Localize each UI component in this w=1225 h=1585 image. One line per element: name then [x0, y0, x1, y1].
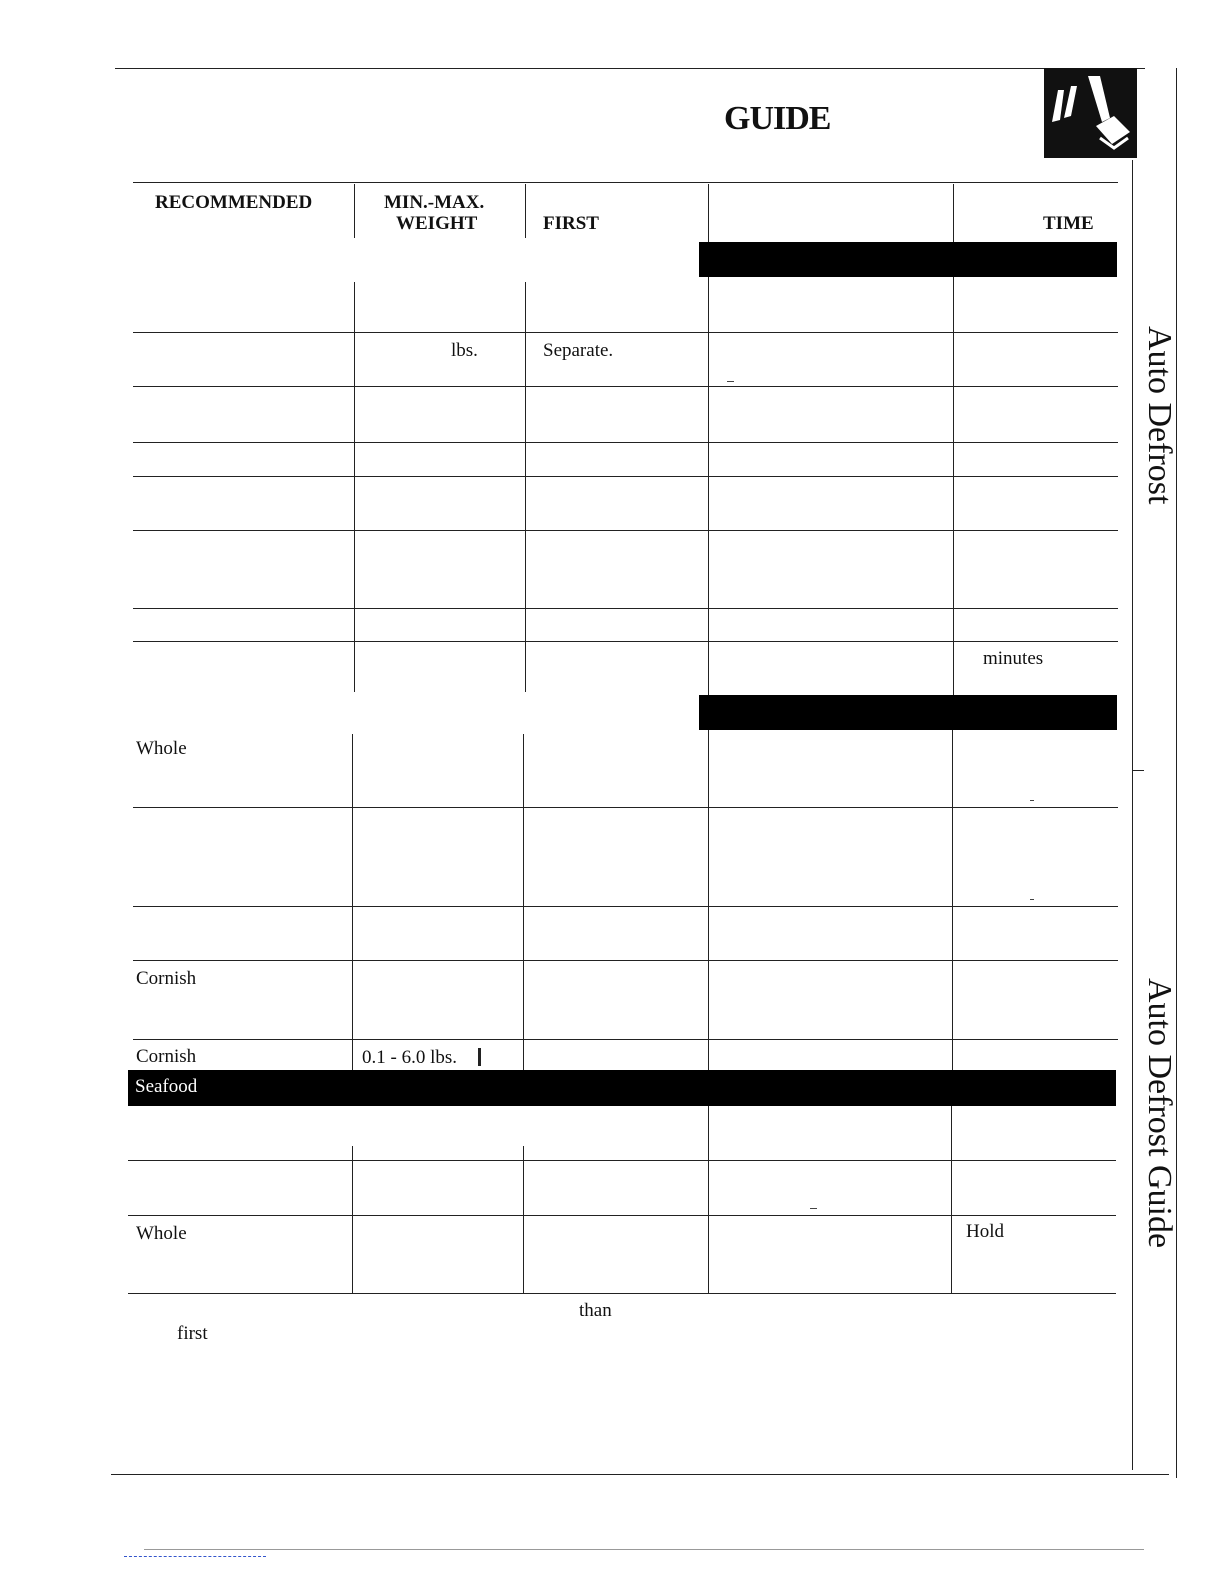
col-2-sec1 [525, 282, 526, 692]
row-rule-4 [133, 476, 1118, 477]
side-tick [1132, 770, 1144, 771]
stray-mark [727, 381, 734, 382]
footer-than: than [579, 1300, 612, 1321]
stray-mark [1030, 899, 1034, 900]
bottom-link-underline [124, 1556, 266, 1557]
cell-weight-range: 0.1 - 6.0 lbs. [362, 1047, 457, 1068]
bottom-rule [111, 1474, 1169, 1475]
header-weight-line1: MIN.-MAX. [384, 192, 485, 213]
table-header-rule [133, 182, 1118, 183]
side-divider [1132, 160, 1133, 1470]
col-2-sec3 [523, 1146, 524, 1294]
header-weight-line2: WEIGHT [396, 213, 478, 234]
row-rule-5 [133, 530, 1118, 531]
bottom-strip-rule [144, 1549, 1144, 1550]
col-4-sec3 [951, 1106, 952, 1294]
top-rule [115, 68, 1145, 69]
row-rule-8 [133, 807, 1118, 808]
col-1-sec1 [354, 282, 355, 692]
cell-cornish-1: Cornish [136, 968, 197, 989]
header-sep-4 [953, 184, 954, 242]
row-rule-2 [133, 386, 1118, 387]
header-time: TIME [1043, 213, 1094, 234]
row-rule-6 [133, 608, 1118, 609]
cell-first-separate: Separate. [543, 340, 614, 361]
row-rule-14 [128, 1293, 1116, 1294]
section-bar-1 [699, 242, 1117, 277]
right-margin-line [1176, 68, 1177, 1478]
col-1-sec3 [352, 1146, 353, 1294]
cell-time-minutes: minutes [983, 648, 1044, 669]
header-sep-1 [354, 184, 355, 238]
header-sep-3 [708, 184, 709, 242]
row-rule-13 [128, 1215, 1116, 1216]
col-4-sec2 [952, 730, 953, 1070]
row-rule-7 [133, 641, 1118, 642]
row-rule-9 [133, 906, 1118, 907]
col-3-sec2 [708, 730, 709, 1070]
row-rule-3 [133, 442, 1118, 443]
page-title: GUIDE [724, 100, 831, 137]
hand-pressing-pad-icon [1044, 68, 1137, 158]
cell-cornish-2: Cornish [136, 1046, 197, 1067]
row-rule-1 [133, 332, 1118, 333]
header-sep-2 [525, 184, 526, 238]
stray-mark [1030, 800, 1034, 801]
col-3-sec1 [708, 277, 709, 695]
cell-whole-2: Whole [136, 1223, 187, 1244]
header-first: FIRST [543, 213, 599, 234]
side-label-auto-defrost-guide: Auto Defrost Guide [1141, 978, 1178, 1249]
stray-mark [810, 1208, 817, 1209]
section-bar-seafood [128, 1070, 1116, 1106]
col-2-sec2 [523, 734, 524, 1070]
header-recommended: RECOMMENDED [155, 192, 313, 213]
section-seafood-label: Seafood [135, 1076, 198, 1097]
cell-whole-1: Whole [136, 738, 187, 759]
row-rule-11 [133, 1039, 1118, 1040]
cell-weight-lbs: lbs. [451, 340, 478, 361]
row-rule-10 [133, 960, 1118, 961]
row-rule-12 [128, 1160, 1116, 1161]
col-1-sec2 [352, 734, 353, 1070]
weight-range-bar [478, 1048, 481, 1066]
footer-first: first [177, 1323, 208, 1344]
col-4-sec1 [953, 277, 954, 695]
side-label-auto-defrost: Auto Defrost [1141, 326, 1178, 505]
section-bar-2 [699, 695, 1117, 730]
col-3-sec3 [708, 1106, 709, 1294]
cell-time-hold: Hold [966, 1221, 1004, 1242]
